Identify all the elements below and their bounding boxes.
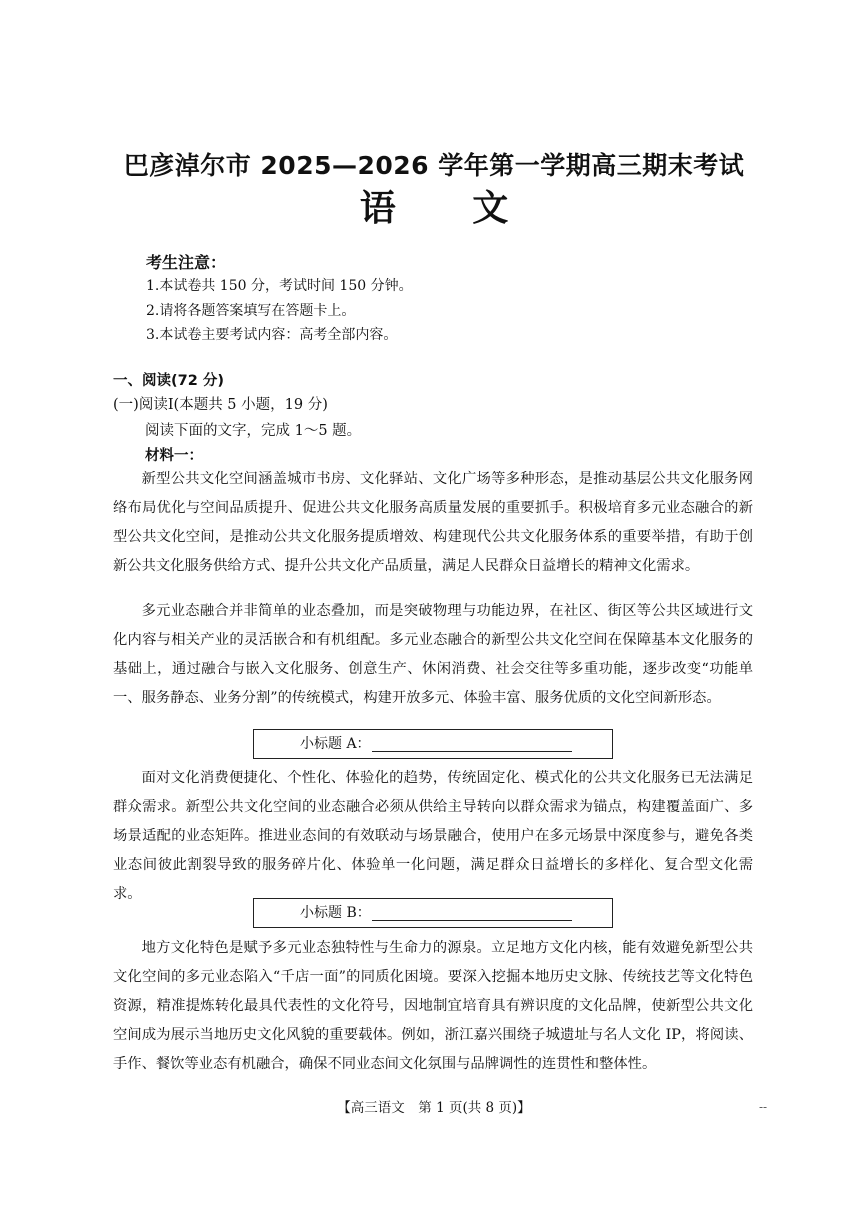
- section-heading: 一、阅读(72 分): [113, 373, 224, 389]
- subtitle-label: 小标题 A：: [300, 736, 371, 752]
- notice-item: 2.请将各题答案填写在答题卡上。: [146, 302, 356, 319]
- page-footer: 【高三语文 第 1 页(共 8 页)】: [337, 1100, 531, 1116]
- subtitle-label: 小标题 B：: [300, 905, 371, 921]
- subject-char-2: 文: [472, 188, 509, 229]
- paragraph-1: [113, 465, 753, 581]
- subject-title: [0, 180, 868, 231]
- paragraph-2: [113, 597, 753, 713]
- paragraph-text: 新型公共文化空间涵盖城市书房、文化驿站、文化广场等多种形态，是推动基层公共文化服务网络布局优化与空间品质提升、促进公共文化服务高质量发展的重要抓手。积极培育多元业态融合的新型公共文化空间，是推动公共文化服务提质增效、构建现代公共文化服务体系的重要举措，有助于创新公共文化服务供给方式、提升公共文化产品质量，满足人民群众日益增长的精神文化需求。: [113, 471, 753, 574]
- candidate-notice: [146, 250, 766, 348]
- footer-mark: --: [759, 1100, 768, 1114]
- reading-instruction: 阅读下面的文字，完成 1～5 题。: [145, 423, 362, 439]
- subject-char-1: 语: [359, 188, 396, 229]
- exam-title: 巴彦淖尔市 2025—2026 学年第一学期高三期末考试: [123, 151, 745, 180]
- subtitle-box-a: [253, 729, 613, 759]
- answer-blank[interactable]: [372, 920, 572, 921]
- paragraph-4: [113, 934, 753, 1079]
- material-label: 材料一：: [145, 448, 203, 464]
- paragraph-3: [113, 764, 753, 909]
- paragraph-text: 面对文化消费便捷化、个性化、体验化的趋势，传统固定化、模式化的公共文化服务已无法满足群众需求。新型公共文化空间的业态融合必须从供给主导转向以群众需求为锚点，构建覆盖面广、多场景适配的业态矩阵。推进业态间的有效联动与场景融合，使用户在多元场景中深度参与，避免各类业态间彼此割裂导致的服务碎片化、体验单一化问题，满足群众日益增长的多样化、复合型文化需求。: [113, 770, 753, 902]
- paragraph-text: 地方文化特色是赋予多元业态独特性与生命力的源泉。立足地方文化内核，能有效避免新型公共文化空间的多元业态陷入“千店一面”的同质化困境。要深入挖掘本地历史文脉、传统技艺等文化特色资源，精准提炼转化最具代表性的文化符号，因地制宜培育具有辨识度的文化品牌，使新型公共文化空间成为展示当地历史文化风貌的重要载体。例如，浙江嘉兴围绕子城遗址与名人文化 IP，将阅读、手作、餐饮等业态有机融合，确保不同业态间文化氛围与品牌调性的连贯性和整体性。: [113, 940, 753, 1072]
- notice-item: 1.本试卷共 150 分，考试时间 150 分钟。: [146, 278, 413, 294]
- notice-item: 3.本试卷主要考试内容：高考全部内容。: [146, 327, 398, 343]
- notice-heading: 考生注意：: [146, 253, 227, 272]
- subtitle-box-b: [253, 898, 613, 928]
- answer-blank[interactable]: [372, 751, 572, 752]
- section-subheading: (一)阅读Ⅰ(本题共 5 小题，19 分): [113, 397, 328, 413]
- paragraph-text: 多元业态融合并非简单的业态叠加，而是突破物理与功能边界，在社区、街区等公共区域进行文化内容与相关产业的灵活嵌合和有机组配。多元业态融合的新型公共文化空间在保障基本文化服务的基础上，通过融合与嵌入文化服务、创意生产、休闲消费、社会交往等多重功能，逐步改变“功能单一、服务静态、业务分割”的传统模式，构建开放多元、体验丰富、服务优质的文化空间新形态。: [113, 603, 753, 706]
